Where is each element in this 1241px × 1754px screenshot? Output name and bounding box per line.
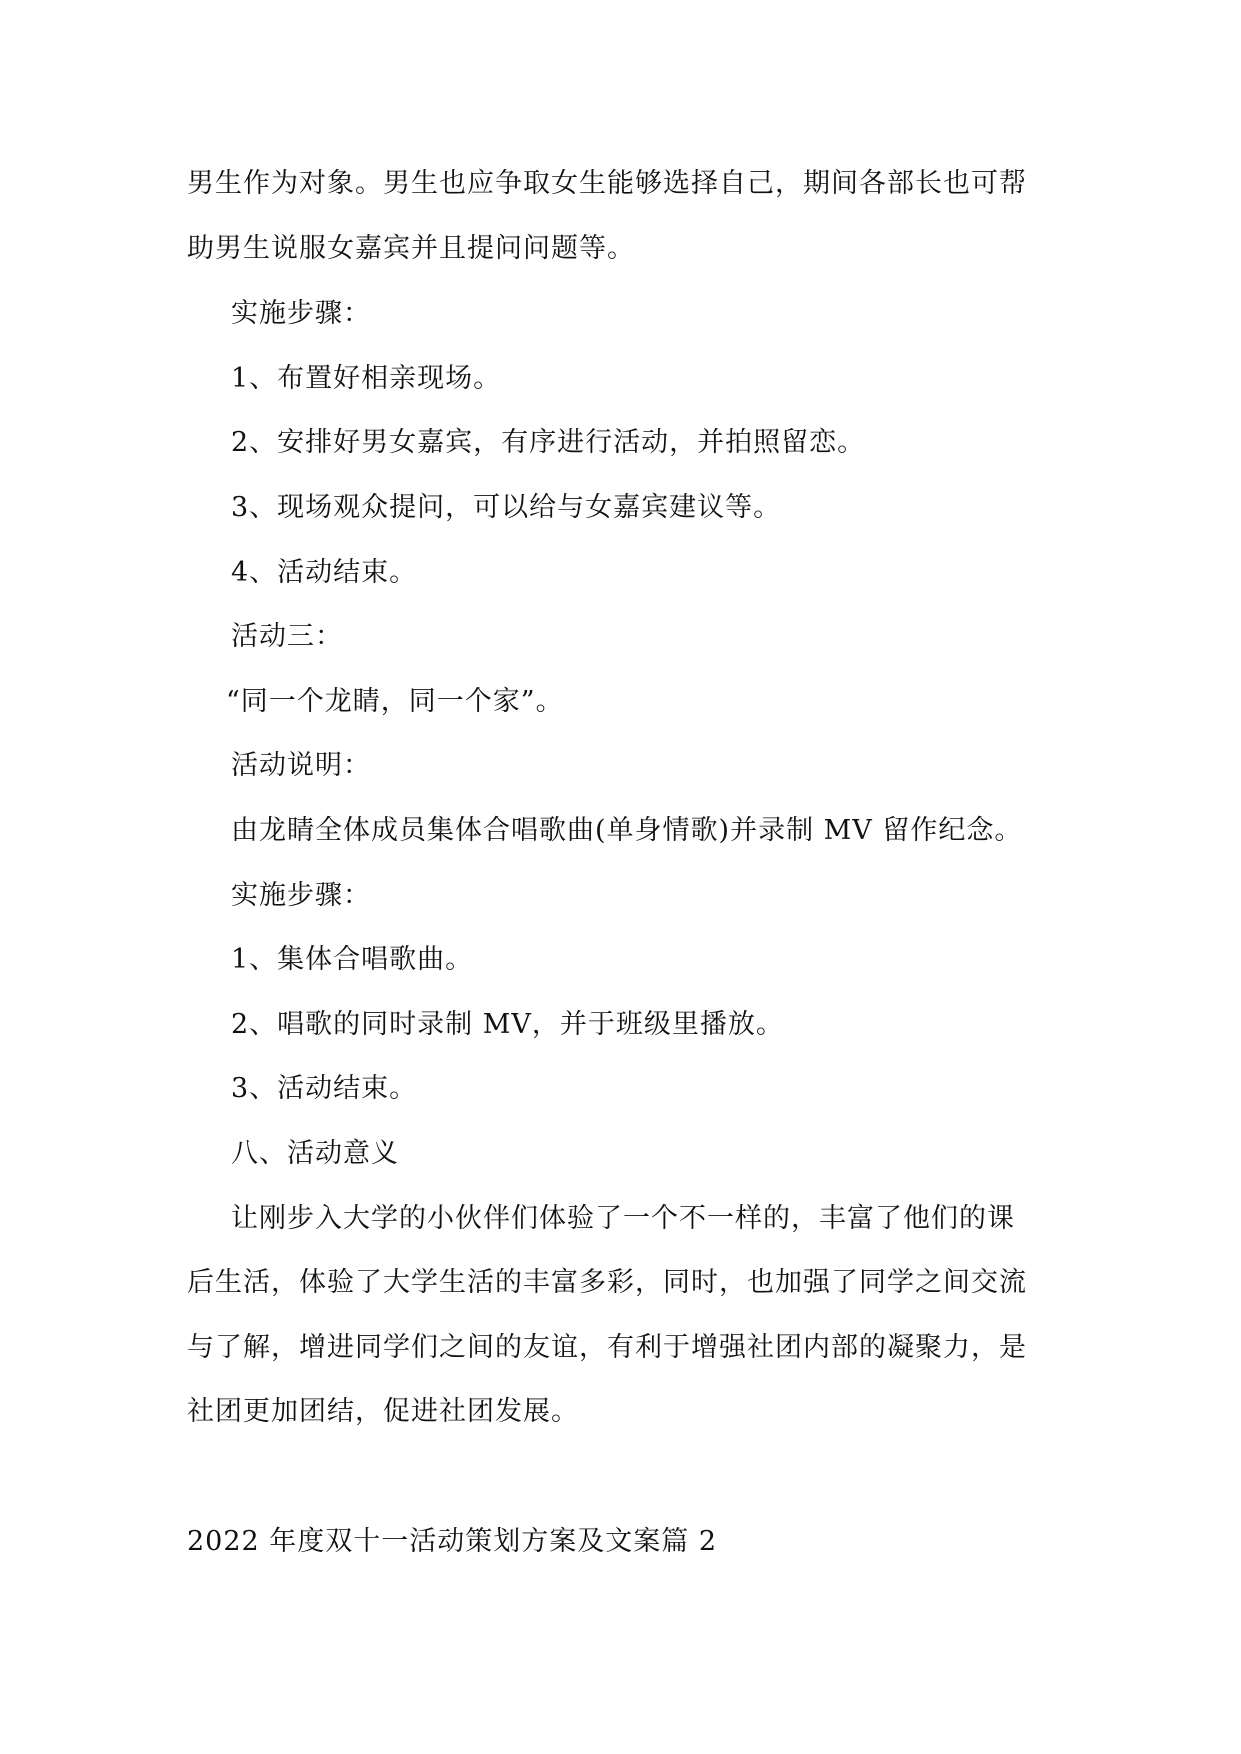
list-item: 1、集体合唱歌曲。 <box>231 944 474 975</box>
paragraph-line: 让刚步入大学的小伙伴们体验了一个不一样的，丰富了他们的课 <box>231 1203 1015 1234</box>
activity-title: “同一个龙睛，同一个家”。 <box>226 686 564 717</box>
list-item: 2、安排好男女嘉宾，有序进行活动，并拍照留恋。 <box>231 427 866 458</box>
paragraph-line: 与了解，增进同学们之间的友谊，有利于增强社团内部的凝聚力，是 <box>187 1332 1027 1363</box>
list-item: 4、活动结束。 <box>231 557 418 588</box>
paragraph-line: 社团更加团结，促进社团发展。 <box>187 1396 579 1427</box>
section-label: 实施步骤： <box>231 298 371 329</box>
section-label: 活动三： <box>231 621 343 652</box>
list-item: 3、现场观众提问，可以给与女嘉宾建议等。 <box>231 492 782 523</box>
list-item: 1、布置好相亲现场。 <box>231 363 502 394</box>
section-heading: 八、活动意义 <box>231 1138 399 1169</box>
paragraph-line: 助男生说服女嘉宾并且提问问题等。 <box>187 233 635 264</box>
paragraph-line: 男生作为对象。男生也应争取女生能够选择自己，期间各部长也可帮 <box>187 168 1027 199</box>
list-item: 3、活动结束。 <box>231 1073 418 1104</box>
paragraph-line: 由龙睛全体成员集体合唱歌曲(单身情歌)并录制 MV 留作纪念。 <box>231 815 1023 846</box>
paragraph-line: 后生活，体验了大学生活的丰富多彩，同时，也加强了同学之间交流 <box>187 1267 1027 1298</box>
document-title: 2022 年度双十一活动策划方案及文案篇 2 <box>187 1526 718 1557</box>
section-label: 实施步骤： <box>231 880 371 911</box>
list-item: 2、唱歌的同时录制 MV，并于班级里播放。 <box>231 1009 784 1040</box>
section-label: 活动说明： <box>231 750 371 781</box>
